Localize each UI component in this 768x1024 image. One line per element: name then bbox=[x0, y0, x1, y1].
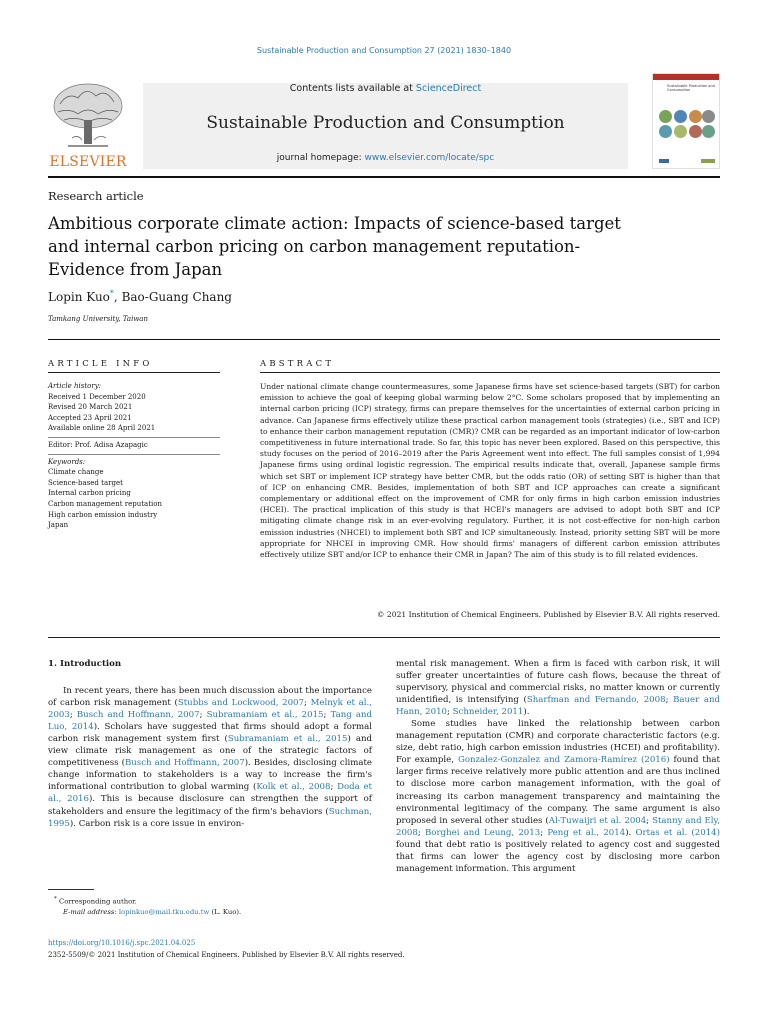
corresponding-mark[interactable]: * bbox=[109, 289, 114, 298]
citation-link[interactable]: Suchman, 1995 bbox=[48, 806, 372, 829]
cover-logos-icon bbox=[659, 158, 715, 164]
header-rule bbox=[48, 176, 720, 178]
intro-paragraph-continued bbox=[396, 658, 720, 718]
citation-link[interactable]: Doda et al., 2016 bbox=[48, 782, 372, 805]
body-text: ; bbox=[69, 710, 77, 721]
body-text: ). Besides, disclosing climate change information to stakeholders is a way to increase the firm's informational contribution to global warming ( bbox=[48, 758, 373, 793]
article-info bbox=[48, 381, 220, 531]
author-list bbox=[48, 289, 232, 304]
citation-link[interactable]: Stanny and Ely, 2008 bbox=[396, 815, 720, 838]
keywords-label: Keywords: bbox=[48, 457, 86, 466]
body-text: found that larger firms receive relatively more public attention and are thus inclined to disclose more carbon management information, with the goal of increasing its carbon management transparency and maintaining the environmental legitimacy of the company. The same argument is also proposed in several other studies ( bbox=[396, 755, 720, 826]
homepage-line bbox=[143, 153, 628, 163]
journal-name: Sustainable Production and Consumption bbox=[206, 113, 565, 133]
keyword-item: Science-based target bbox=[48, 478, 123, 487]
citation-link[interactable]: Stubbs and Lockwood, 2007 bbox=[177, 698, 304, 709]
elsevier-logo bbox=[48, 80, 128, 170]
issn-copyright: 2352-5509/© 2021 Institution of Chemical Engineers. Published by Elsevier B.V. All rights reserved. bbox=[48, 951, 405, 959]
article-info-rule bbox=[48, 372, 220, 373]
affiliation: Tamkang University, Taiwan bbox=[48, 315, 148, 323]
citation-link[interactable]: Tang and Luo, 2014 bbox=[48, 710, 372, 733]
info-divider bbox=[48, 454, 220, 455]
cover-band bbox=[653, 74, 719, 80]
contents-prefix: Contents lists available at bbox=[289, 83, 416, 94]
doi-link[interactable]: https://doi.org/10.1016/j.spc.2021.04.025 bbox=[48, 939, 196, 947]
article-title: Ambitious corporate climate action: Impacts of science-based target and internal carbon pricing on carbon management reputation-Evidence from Japan bbox=[48, 214, 621, 279]
elsevier-wordmark: ELSEVIER bbox=[49, 154, 127, 170]
cover-images bbox=[659, 110, 715, 150]
section-rule bbox=[48, 339, 720, 340]
journal-citation[interactable]: Sustainable Production and Consumption 27 (2021) 1830–1840 bbox=[256, 46, 512, 55]
editor: Editor: Prof. Adisa Azapagic bbox=[48, 440, 148, 449]
body-column-right bbox=[396, 658, 720, 875]
abstract-bottom-rule bbox=[48, 637, 720, 638]
citation-link[interactable]: Sharfman and Fernando, 2008 bbox=[526, 695, 666, 706]
sciencedirect-link[interactable]: ScienceDirect bbox=[415, 83, 482, 94]
history-label: Article history: bbox=[48, 382, 102, 390]
citation-link[interactable]: Melnyk et al., 2003 bbox=[48, 698, 372, 721]
corresponding-author-note: Corresponding author. bbox=[59, 897, 137, 906]
body-text: ; bbox=[304, 698, 311, 709]
article-info-heading: ARTICLE INFO bbox=[48, 359, 153, 369]
body-text: ). This is because disclosure can strengthen the support of stakeholders and ensure the legitimacy of the firm's behaviors ( bbox=[48, 794, 372, 817]
section-heading: 1. Introduction bbox=[48, 659, 122, 669]
body-text: ) and view climate risk management as one of the strategic factors of competitiveness ( bbox=[48, 734, 372, 769]
citation-link[interactable]: Gonzalez-Gonzalez and Zamora-Ramírez (2016) bbox=[457, 755, 670, 766]
body-text: ). bbox=[625, 827, 636, 838]
elsevier-tree-icon bbox=[48, 80, 128, 152]
citation-link[interactable]: Ortas et al. (2014) bbox=[635, 827, 720, 838]
footnote-mark: * bbox=[54, 896, 57, 902]
body-text: ; bbox=[199, 710, 207, 721]
abstract-copyright: © 2021 Institution of Chemical Engineers. Published by Elsevier B.V. All rights reserved. bbox=[376, 610, 720, 619]
revised-date: Revised 20 March 2021 bbox=[48, 403, 133, 412]
accepted-date: Accepted 23 April 2021 bbox=[48, 413, 132, 422]
author-separator: , bbox=[113, 290, 122, 304]
body-text: found that debt ratio is positively related to agency cost and suggested that firms can lower the agency cost by disclosing more carbon management information. This argument bbox=[396, 839, 720, 874]
body-text: Some studies have linked the relationship between carbon management reputation (CMR) and corporate characteristic factors (e.g. size, debt ratio, high carbon emission industries (HCEI) and profitability). For example, bbox=[396, 719, 720, 766]
citation-link[interactable]: Borghei and Leung, 2013 bbox=[424, 827, 541, 838]
footnote bbox=[54, 894, 354, 918]
body-text: ). Carbon risk is a core issue in environ- bbox=[69, 818, 245, 829]
body-text: ; bbox=[540, 827, 548, 838]
keyword-item: Carbon management reputation bbox=[48, 499, 162, 508]
citation-link[interactable]: Schneider, 2011 bbox=[452, 707, 524, 718]
keyword-item: Internal carbon pricing bbox=[48, 489, 131, 498]
body-text: ; bbox=[447, 707, 453, 718]
intro-paragraph-2 bbox=[396, 718, 720, 875]
abstract-text: Under national climate change countermeasures, some Japanese firms have set science-based targets (SBT) for carbon emission to achieve the goal of keeping global warming below 2°C. Some scholars proposed that by implementing an internal carbon pricing (ICP) strategy, firms can prepare themselves for the uncertainties of external carbon pricing in advance. Can Japanese firms effectively utilize these practical carbon management tools (strategies) (i.e., SBT and ICP) to enhance their carbon management reputation (CMR)? CMR can be regarded as an important indicator of low-carbon competitiveness in future international trade. So far, this topic has never been explored. Based on this perspective, this study focuses on the period of 2016–2019 after the Paris Agreement went into effect. The full samples consist of 1,994 Japanese firms using ordinal logistic regression. The empirical results indicate that, overall, Japanese sample firms which set SBT or implement ICP strategy have better CMR, but the odds ratio (OR) of setting SBT is higher than that of ICP on enhancing CMR. Besides, implementation of both SBT and ICP approaches can create a significant complementary or additional effect on the improvement of CMR for only firms in high carbon emission industries (HCEI). The practical implication of this study is that HCEI's managers are advised to adopt both SBT and ICP mitigating climate change risk in an ever-evolving regulatory. Further, it is not cost-effective for non-high carbon emission industries (NHCEI) to implement both SBT and ICP simultaneously. Instead, priority setting SBT will be more appropriate for NHCEI in improving CMR. How should firms' managers of different carbon emission attributes effectively utilize SBT and/or ICP to enhance their CMR in Japan? The aim of this study is to fill related evidences. bbox=[260, 382, 720, 560]
citation-link[interactable]: Bauer and Hann, 2010 bbox=[396, 695, 720, 718]
citation-link[interactable]: Subramaniam et al., 2015 bbox=[227, 734, 348, 745]
footnote-rule bbox=[48, 889, 94, 890]
citation-link[interactable]: Busch and Hoffmann, 2007 bbox=[76, 710, 200, 721]
homepage-link[interactable]: www.elsevier.com/locate/spc bbox=[364, 153, 495, 163]
body-text: ). Scholars have suggested that firms should adopt a formal carbon risk management system first ( bbox=[48, 722, 373, 745]
email-suffix: (L. Kuo). bbox=[209, 908, 242, 917]
homepage-prefix: journal homepage: bbox=[276, 153, 365, 163]
online-date: Available online 28 April 2021 bbox=[48, 424, 156, 433]
body-text: ). bbox=[523, 707, 530, 718]
body-text: ; bbox=[323, 710, 331, 721]
intro-paragraph-1 bbox=[48, 685, 372, 830]
keyword-item: Japan bbox=[48, 521, 69, 530]
journal-header bbox=[143, 83, 628, 169]
author-email-link[interactable]: lopinkuo@mail.tku.edu.tw bbox=[118, 908, 210, 917]
journal-cover-thumbnail[interactable] bbox=[652, 73, 720, 169]
citation-link[interactable]: Al-Tuwaijri et al. 2004 bbox=[548, 815, 647, 826]
abstract-heading: ABSTRACT bbox=[260, 359, 335, 369]
cover-title: Sustainable Production and Consumption bbox=[667, 84, 715, 92]
author-name[interactable]: Bao-Guang Chang bbox=[121, 290, 232, 304]
abstract-rule bbox=[260, 372, 720, 373]
body-text: ; bbox=[646, 815, 653, 826]
citation-link[interactable]: Kolk et al., 2008 bbox=[256, 782, 331, 793]
info-divider bbox=[48, 437, 220, 438]
body-text: ; bbox=[330, 782, 338, 793]
keyword-item: High carbon emission industry bbox=[48, 510, 158, 519]
body-text: mental risk management. When a firm is faced with carbon risk, it will suffer greater uncertainties of future cash flows, because the threat of supervisory, physical and commercial risks, no matter known or currently unidentified, is intensifying ( bbox=[396, 659, 720, 706]
citation-link[interactable]: Busch and Hoffmann, 2007 bbox=[124, 758, 245, 769]
author-name[interactable]: Lopin Kuo bbox=[48, 290, 110, 304]
article-type: Research article bbox=[48, 189, 144, 203]
citation-link[interactable]: Peng et al., 2014 bbox=[547, 827, 626, 838]
citation-link[interactable]: Subramaniam et al., 2015 bbox=[206, 710, 324, 721]
keyword-item: Climate change bbox=[48, 468, 104, 477]
email-label: E-mail address: bbox=[63, 908, 117, 917]
received-date: Received 1 December 2020 bbox=[48, 392, 146, 401]
body-text: In recent years, there has been much discussion about the importance of carbon risk management ( bbox=[48, 686, 372, 709]
contents-line bbox=[143, 83, 628, 94]
body-text: ; bbox=[417, 827, 425, 838]
body-column-left bbox=[48, 658, 372, 830]
body-text: ; bbox=[665, 695, 674, 706]
